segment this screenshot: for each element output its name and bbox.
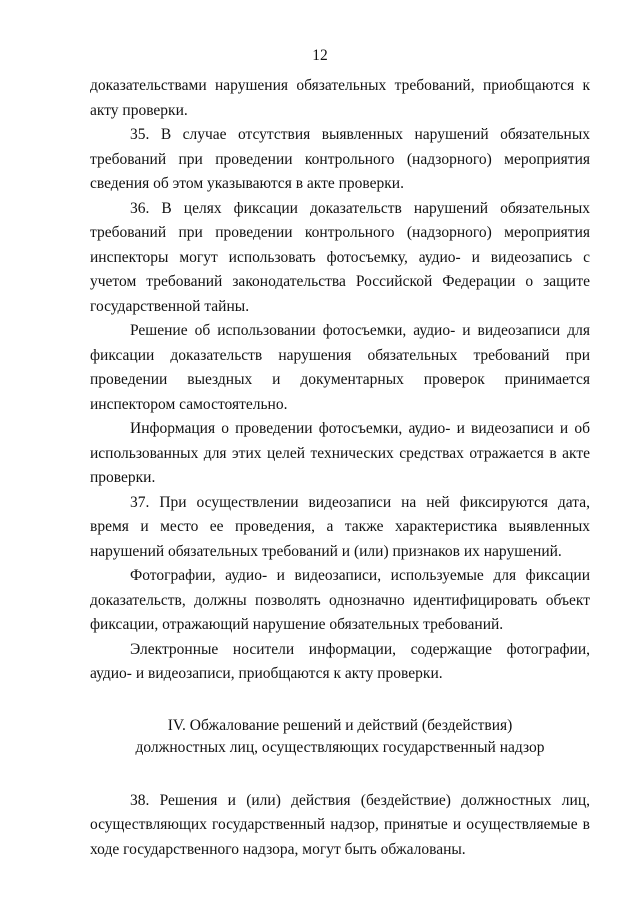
paragraph-36: 36. В целях фиксации доказательств нарушений обязательных требований при проведении контрольного (надзорного) мероприятия инспекторы могут использовать фотосъемку, аудио- и видеозапись с учетом требований законодательства Российской Федерации о защите государственной тайны.: [90, 199, 590, 315]
paragraph-36-information: Информация о проведении фотосъемки, аудио- и видеозаписи и об использованных для этих целей технических средствах отражается в акте проверки.: [90, 420, 590, 486]
paragraph-36-decision: Решение об использовании фотосъемки, аудио- и видеозаписи для фиксации доказательств нарушения обязательных требований при проведении выездных и документарных проверок принимается инспектором самостоятельно.: [90, 322, 590, 413]
paragraph-37: 37. При осуществлении видеозаписи на ней фиксируются дата, время и место ее проведения, а также характеристика выявленных нарушений обязательных требований и (или) признаков их нарушений.: [90, 493, 590, 560]
document-body: [90, 74, 590, 862]
section-heading: [90, 715, 590, 759]
section-heading-line-1: IV. Обжалование решений и действий (бездействия): [167, 716, 513, 734]
section-heading-line-2: должностных лиц, осуществляющих государственный надзор: [135, 738, 545, 756]
paragraph-37-media: Электронные носители информации, содержащие фотографии, аудио- и видеозаписи, приобщаются к акту проверки.: [90, 640, 590, 682]
paragraph-37-photos: Фотографии, аудио- и видеозаписи, используемые для фиксации доказательств, должны позволять однозначно идентифицировать объект фиксации, отражающий нарушение обязательных требований.: [90, 567, 590, 633]
paragraph-continuation: доказательствами нарушения обязательных требований, приобщаются к акту проверки.: [90, 77, 590, 119]
paragraph-38: 38. Решения и (или) действия (бездействие) должностных лиц, осуществляющих государственный надзор, принятые и осуществляемые в ходе государственного надзора, могут быть обжалованы.: [90, 791, 590, 858]
paragraph-35: 35. В случае отсутствия выявленных нарушений обязательных требований при проведении контрольного (надзорного) мероприятия сведения об этом указываются в акте проверки.: [90, 126, 590, 192]
page-number: 12: [312, 47, 328, 64]
